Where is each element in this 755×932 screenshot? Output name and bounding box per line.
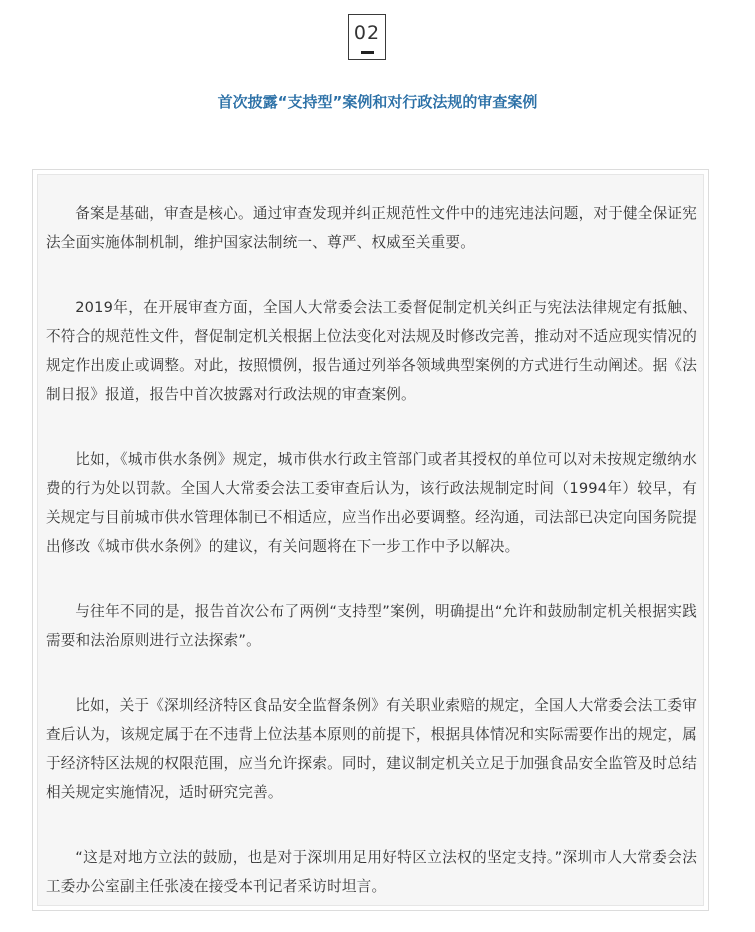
section-number: 02 <box>353 22 381 44</box>
article-body <box>37 174 704 906</box>
paragraph: 比如，关于《深圳经济特区食品安全监督条例》有关职业索赔的规定，全国人大常委会法工委审查后认为，该规定属于在不违背上位法基本原则的前提下，根据具体情况和实际需要作出的规定，属于经济特区法规的权限范围，应当允许探索。同时，建议制定机关立足于加强食品安全监管及时总结相关规定实施情况，适时研究完善。 <box>46 697 697 801</box>
paragraph: 2019年，在开展审查方面，全国人大常委会法工委督促制定机关纠正与宪法法律规定有抵触、不符合的规范性文件，督促制定机关根据上位法变化对法规及时修改完善，推动对不适应现实情况的规定作出废止或调整。对此，按照惯例，报告通过列举各领域典型案例的方式进行生动阐述。据《法制日报》报道，报告中首次披露对行政法规的审查案例。 <box>46 299 697 403</box>
section-headline: 首次披露“支持型”案例和对行政法规的审查案例 <box>217 93 538 111</box>
section-number-underline <box>361 51 374 54</box>
paragraph: 比如，《城市供水条例》规定，城市供水行政主管部门或者其授权的单位可以对未按规定缴纳水费的行为处以罚款。全国人大常委会法工委审查后认为，该行政法规制定时间（1994年）较早，有关规定与目前城市供水管理体制已不相适应，应当作出必要调整。经沟通，司法部已决定向国务院提出修改《城市供水条例》的建议，有关问题将在下一步工作中予以解决。 <box>46 451 697 555</box>
article-box <box>32 169 709 911</box>
paragraph: 与往年不同的是，报告首次公布了两例“支持型”案例，明确提出“允许和鼓励制定机关根据实践需要和法治原则进行立法探索”。 <box>46 603 697 649</box>
paragraph: “这是对地方立法的鼓励，也是对于深圳用足用好特区立法权的坚定支持。”深圳市人大常委会法工委办公室副主任张凌在接受本刊记者采访时坦言。 <box>46 849 697 895</box>
paragraph: 备案是基础，审查是核心。通过审查发现并纠正规范性文件中的违宪违法问题，对于健全保证宪法全面实施体制机制，维护国家法制统一、尊严、权威至关重要。 <box>46 205 697 251</box>
section-number-box <box>348 14 386 60</box>
